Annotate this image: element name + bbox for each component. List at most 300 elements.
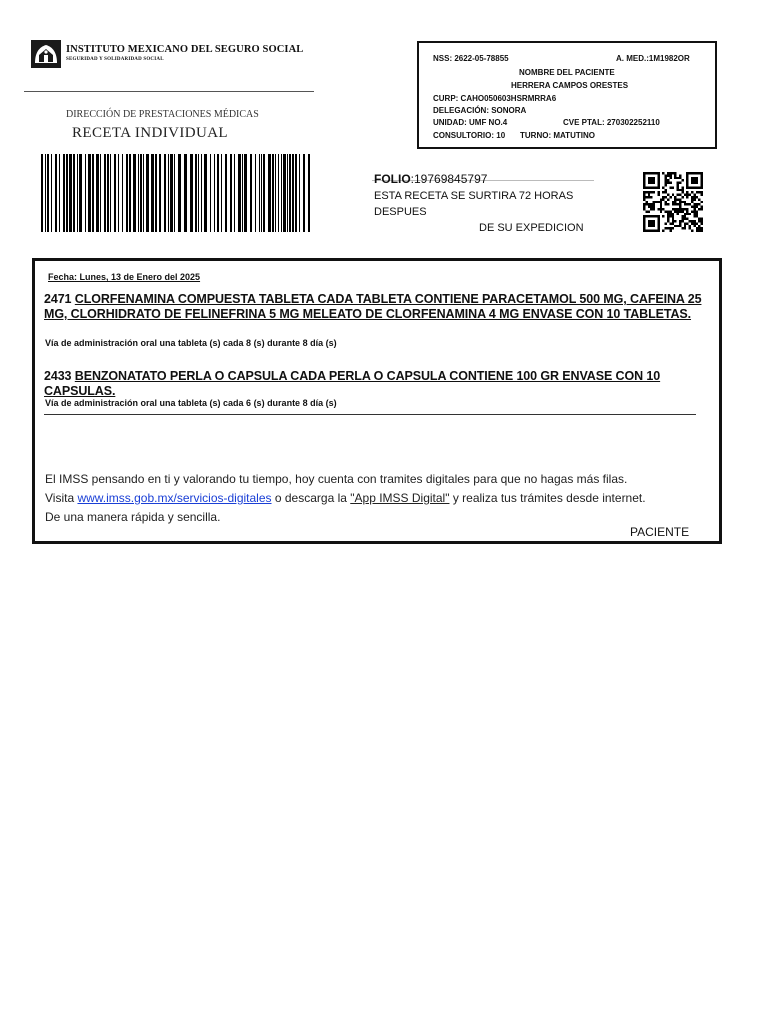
digital-services-visit (45, 491, 646, 505)
qr-module (662, 191, 664, 193)
qr-module (672, 203, 674, 205)
barcode-bar (204, 154, 207, 232)
barcode-bar (263, 154, 265, 232)
barcode-bar (151, 154, 154, 232)
barcode-bar (195, 154, 197, 232)
qr-module (665, 184, 667, 186)
qr-module (650, 196, 652, 198)
qr-module (698, 191, 700, 193)
barcode-bar (79, 154, 82, 232)
qr-module (672, 201, 674, 203)
qr-module (674, 172, 676, 174)
qr-module (648, 203, 650, 205)
qr-module (693, 220, 695, 222)
qr-module (677, 210, 679, 212)
qr-module (643, 194, 645, 196)
qr-module (657, 194, 659, 196)
qr-module (648, 191, 650, 193)
qr-module (674, 174, 676, 176)
qr-module (655, 201, 657, 203)
qr-module (665, 203, 667, 205)
qr-module (677, 203, 679, 205)
qr-module (674, 177, 676, 179)
qr-module (693, 198, 695, 200)
qr-module (693, 215, 695, 217)
qr-module (681, 191, 683, 193)
qr-module (696, 222, 698, 224)
barcode-bar (129, 154, 131, 232)
qr-module (677, 186, 679, 188)
qr-module (665, 189, 667, 191)
imss-logo (30, 39, 62, 69)
qr-module (701, 220, 703, 222)
barcode-bar (295, 154, 297, 232)
qr-module (698, 208, 700, 210)
qr-module (669, 196, 671, 198)
qr-module (701, 206, 703, 208)
barcode-bar (55, 154, 57, 232)
qr-module (674, 220, 676, 222)
barcode-bar (159, 154, 161, 232)
qr-module (679, 194, 681, 196)
barcode-bar (122, 154, 123, 232)
qr-module (698, 198, 700, 200)
barcode-bar (66, 154, 68, 232)
barcode-bar (184, 154, 187, 232)
qr-module (650, 206, 652, 208)
barcode-bar (244, 154, 247, 232)
qr-module (669, 182, 671, 184)
qr-module (660, 208, 662, 210)
qr-module (645, 191, 647, 193)
barcode-bar (88, 154, 91, 232)
qr-module (674, 201, 676, 203)
qr-module (667, 172, 669, 174)
qr-module (701, 208, 703, 210)
qr-module (696, 203, 698, 205)
institution-name: INSTITUTO MEXICANO DEL SEGURO SOCIAL (66, 44, 304, 55)
barcode-bar (51, 154, 52, 232)
qr-module (684, 213, 686, 215)
barcode-bar (289, 154, 291, 232)
qr-module (693, 213, 695, 215)
barcode-bar (303, 154, 305, 232)
qr-module (667, 215, 669, 217)
qr-module (681, 210, 683, 212)
institution-motto: SEGURIDAD Y SOLIDARIDAD SOCIAL (66, 57, 164, 62)
document-title: RECETA INDIVIDUAL (72, 125, 228, 141)
barcode-bar (104, 154, 106, 232)
dispense-note-line3: DE SU EXPEDICION (479, 222, 584, 234)
barcode-bar (190, 154, 193, 232)
qr-module (662, 198, 664, 200)
qr-module (662, 196, 664, 198)
app-imss-digital: "App IMSS Digital" (350, 491, 450, 505)
qr-module (689, 203, 691, 205)
qr-module (648, 210, 650, 212)
qr-module (645, 196, 647, 198)
qr-module (679, 182, 681, 184)
barcode-bar (133, 154, 136, 232)
qr-module (667, 203, 669, 205)
qr-module (667, 182, 669, 184)
qr-module (693, 194, 695, 196)
qr-module (667, 198, 669, 200)
barcode-bar (221, 154, 222, 232)
qr-module (698, 227, 700, 229)
qr-module (693, 196, 695, 198)
barcode-bar (292, 154, 294, 232)
medication-instructions: Vía de administración oral una tableta (s) cada 6 (s) durante 8 día (s) (45, 398, 337, 408)
medication-code: 2471 (44, 292, 72, 306)
qr-module (679, 208, 681, 210)
qr-module (686, 194, 688, 196)
qr-module (677, 208, 679, 210)
barcode-bar (47, 154, 49, 232)
qr-module (667, 194, 669, 196)
qr-module (657, 201, 659, 203)
qr-module (648, 206, 650, 208)
barcode-bar (59, 154, 60, 232)
qr-module (691, 222, 693, 224)
qr-module (667, 227, 669, 229)
barcode-bar (107, 154, 109, 232)
qr-finder (691, 177, 698, 184)
folio-number: :19769845797 (410, 172, 488, 186)
qr-module (681, 179, 683, 181)
qr-module (689, 194, 691, 196)
barcode-bar (242, 154, 243, 232)
qr-module (691, 201, 693, 203)
visit-prefix: Visita (45, 491, 78, 505)
qr-module (674, 196, 676, 198)
qr-module (698, 230, 700, 232)
barcode-bar (275, 154, 276, 232)
qr-module (665, 227, 667, 229)
qr-module (674, 225, 676, 227)
barcode-bar (73, 154, 75, 232)
medication-description: CLORFENAMINA COMPUESTA TABLETA CADA TABLETA CONTIENE PARACETAMOL 500 MG, CAFEINA 25 MG, CLORHIDRATO DE FELINEFRINA 5 MG MELEATO DE CLORFENAMINA 4 MG ENVASE CON 10 TABLETAS. (44, 292, 702, 321)
barcode-bar (308, 154, 310, 232)
qr-module (693, 208, 695, 210)
barcode-bar (281, 154, 282, 232)
qr-module (648, 194, 650, 196)
patient-name-label: NOMBRE DEL PACIENTE (519, 68, 615, 77)
barcode-bar (287, 154, 288, 232)
qr-module (684, 194, 686, 196)
qr-module (701, 194, 703, 196)
barcode-bar (85, 154, 86, 232)
qr-module (681, 196, 683, 198)
qr-module (669, 230, 671, 232)
qr-module (698, 203, 700, 205)
qr-module (665, 222, 667, 224)
barcode-bar (259, 154, 260, 232)
barcode-bar (138, 154, 139, 232)
qr-module (696, 230, 698, 232)
qr-finder (648, 220, 655, 227)
qr-module (669, 213, 671, 215)
qr-module (696, 206, 698, 208)
qr-module (669, 215, 671, 217)
qr-module (643, 206, 645, 208)
barcode-bar (168, 154, 169, 232)
qr-module (684, 215, 686, 217)
qr-module (643, 203, 645, 205)
barcode-bar (96, 154, 99, 232)
qr-module (672, 213, 674, 215)
prescription-date: Fecha: Lunes, 13 de Enero del 2025 (48, 272, 201, 282)
qr-module (653, 203, 655, 205)
prescription-divider (44, 414, 696, 415)
qr-module (679, 174, 681, 176)
unidad: UNIDAD: UMF NO.4 (433, 118, 508, 127)
qr-module (681, 208, 683, 210)
qr-module (643, 196, 645, 198)
qr-module (674, 203, 676, 205)
barcode-bar (238, 154, 241, 232)
qr-module (696, 215, 698, 217)
curp: CURP: CAHO050603HSRMRRA6 (433, 94, 557, 103)
qr-module (686, 210, 688, 212)
medication-instructions: Vía de administración oral una tableta (s) cada 8 (s) durante 8 día (s) (45, 338, 337, 348)
qr-module (667, 213, 669, 215)
qr-module (672, 208, 674, 210)
qr-module (684, 218, 686, 220)
qr-module (679, 206, 681, 208)
qr-module (691, 206, 693, 208)
qr-module (691, 191, 693, 193)
qr-module (691, 196, 693, 198)
qr-module (665, 174, 667, 176)
qr-module (696, 191, 698, 193)
qr-module (679, 201, 681, 203)
qr-module (693, 206, 695, 208)
qr-module (650, 191, 652, 193)
qr-module (681, 189, 683, 191)
barcode-bar (261, 154, 262, 232)
qr-module (679, 177, 681, 179)
dispense-note-line1: ESTA RECETA SE SURTIRA 72 HORAS (374, 190, 574, 202)
qr-module (689, 220, 691, 222)
barcode-bar (77, 154, 78, 232)
barcode-bar (45, 154, 46, 232)
barcode-bar (250, 154, 252, 232)
cve-ptal: CVE PTAL: 270302252110 (563, 118, 660, 127)
copy-label: PACIENTE (630, 525, 690, 539)
qr-module (684, 227, 686, 229)
qr-module (665, 177, 667, 179)
qr-module (686, 208, 688, 210)
qr-module (691, 198, 693, 200)
qr-module (667, 179, 669, 181)
qr-module (660, 201, 662, 203)
qr-module (701, 222, 703, 224)
barcode-bar (164, 154, 166, 232)
qr-module (665, 179, 667, 181)
qr-module (677, 177, 679, 179)
qr-module (677, 213, 679, 215)
qr-module (672, 220, 674, 222)
qr-module (693, 210, 695, 212)
qr-module (693, 203, 695, 205)
dispense-note-line2: DESPUES (374, 206, 427, 218)
qr-module (686, 196, 688, 198)
qr-module (696, 210, 698, 212)
medication-item (44, 369, 704, 399)
barcode-bar (234, 154, 235, 232)
qr-module (696, 227, 698, 229)
qr-module (686, 222, 688, 224)
qr-module (689, 225, 691, 227)
qr-module (677, 194, 679, 196)
qr-module (665, 182, 667, 184)
qr-module (650, 208, 652, 210)
qr-module (684, 203, 686, 205)
qr-module (679, 203, 681, 205)
qr-module (684, 201, 686, 203)
qr-module (674, 208, 676, 210)
barcode-bar (170, 154, 173, 232)
patient-name: HERRERA CAMPOS ORESTES (511, 81, 629, 90)
qr-module (672, 215, 674, 217)
barcode-bar (198, 154, 199, 232)
qr-module (686, 213, 688, 215)
qr-module (660, 206, 662, 208)
qr-module (679, 220, 681, 222)
qr-module (679, 189, 681, 191)
qr-module (669, 227, 671, 229)
barcode-bar (268, 154, 271, 232)
qr-module (677, 198, 679, 200)
delegacion: DELEGACIÓN: SONORA (433, 106, 527, 115)
barcode-bar (92, 154, 94, 232)
qr-code (643, 172, 703, 232)
turno: TURNO: MATUTINO (520, 131, 595, 140)
barcode-bar (210, 154, 211, 232)
barcode-bar (230, 154, 232, 232)
barcode-bar (69, 154, 72, 232)
barcode-bar (63, 154, 65, 232)
barcode-bar (41, 154, 43, 232)
qr-module (677, 189, 679, 191)
qr-module (662, 215, 664, 217)
barcode-bar (278, 154, 279, 232)
barcode-bar (283, 154, 286, 232)
qr-module (691, 230, 693, 232)
qr-module (667, 218, 669, 220)
qr-module (653, 191, 655, 193)
qr-module (681, 201, 683, 203)
qr-module (698, 218, 700, 220)
qr-module (693, 222, 695, 224)
barcode-bar (299, 154, 300, 232)
qr-module (679, 225, 681, 227)
qr-module (672, 172, 674, 174)
barcode-bar (155, 154, 157, 232)
barcode-bar (110, 154, 111, 232)
barcode-bar (225, 154, 227, 232)
qr-module (662, 208, 664, 210)
qr-module (679, 198, 681, 200)
folio (374, 172, 487, 186)
qr-finder (648, 177, 655, 184)
qr-module (677, 182, 679, 184)
qr-module (669, 186, 671, 188)
qr-module (665, 210, 667, 212)
qr-module (689, 227, 691, 229)
qr-module (672, 186, 674, 188)
qr-module (643, 198, 645, 200)
qr-module (684, 225, 686, 227)
qr-module (669, 222, 671, 224)
imss-digital-link[interactable]: www.imss.gob.mx/servicios-digitales (77, 491, 272, 505)
barcode-bar (146, 154, 149, 232)
qr-module (669, 172, 671, 174)
qr-module (657, 191, 659, 193)
qr-module (672, 194, 674, 196)
qr-module (667, 220, 669, 222)
qr-module (701, 230, 703, 232)
a-med: A. MED.:1M1982OR (616, 54, 690, 63)
consultorio: CONSULTORIO: 10 (433, 131, 506, 140)
qr-module (674, 198, 676, 200)
qr-module (660, 198, 662, 200)
qr-module (653, 208, 655, 210)
qr-module (645, 203, 647, 205)
visit-suffix: y realiza tus trámites desde internet. (449, 491, 646, 505)
barcode-bar (143, 154, 144, 232)
barcode-bar (114, 154, 116, 232)
digital-services-closing: De una manera rápida y sencilla. (45, 510, 221, 524)
qr-module (686, 218, 688, 220)
qr-module (672, 227, 674, 229)
medication-code: 2433 (44, 369, 72, 383)
qr-module (701, 201, 703, 203)
qr-module (684, 222, 686, 224)
qr-module (667, 174, 669, 176)
barcode-bar (255, 154, 256, 232)
qr-module (701, 191, 703, 193)
qr-module (650, 203, 652, 205)
qr-module (672, 222, 674, 224)
qr-module (677, 184, 679, 186)
qr-module (653, 206, 655, 208)
qr-module (696, 196, 698, 198)
qr-module (669, 174, 671, 176)
medication-item (44, 292, 704, 322)
qr-module (669, 177, 671, 179)
qr-module (643, 191, 645, 193)
qr-module (698, 225, 700, 227)
qr-module (645, 201, 647, 203)
digital-services-info: El IMSS pensando en ti y valorando tu tiempo, hoy cuenta con tramites digitales para que no hagas más filas. (45, 472, 628, 486)
qr-module (660, 210, 662, 212)
qr-module (677, 225, 679, 227)
qr-module (665, 191, 667, 193)
barcode-bar (126, 154, 128, 232)
qr-module (686, 203, 688, 205)
qr-module (662, 172, 664, 174)
qr-module (686, 191, 688, 193)
folio-label: FOLIO (374, 172, 411, 186)
qr-module (672, 218, 674, 220)
barcode-bar (140, 154, 142, 232)
qr-module (698, 220, 700, 222)
barcode (41, 154, 311, 232)
qr-module (696, 213, 698, 215)
qr-module (681, 220, 683, 222)
